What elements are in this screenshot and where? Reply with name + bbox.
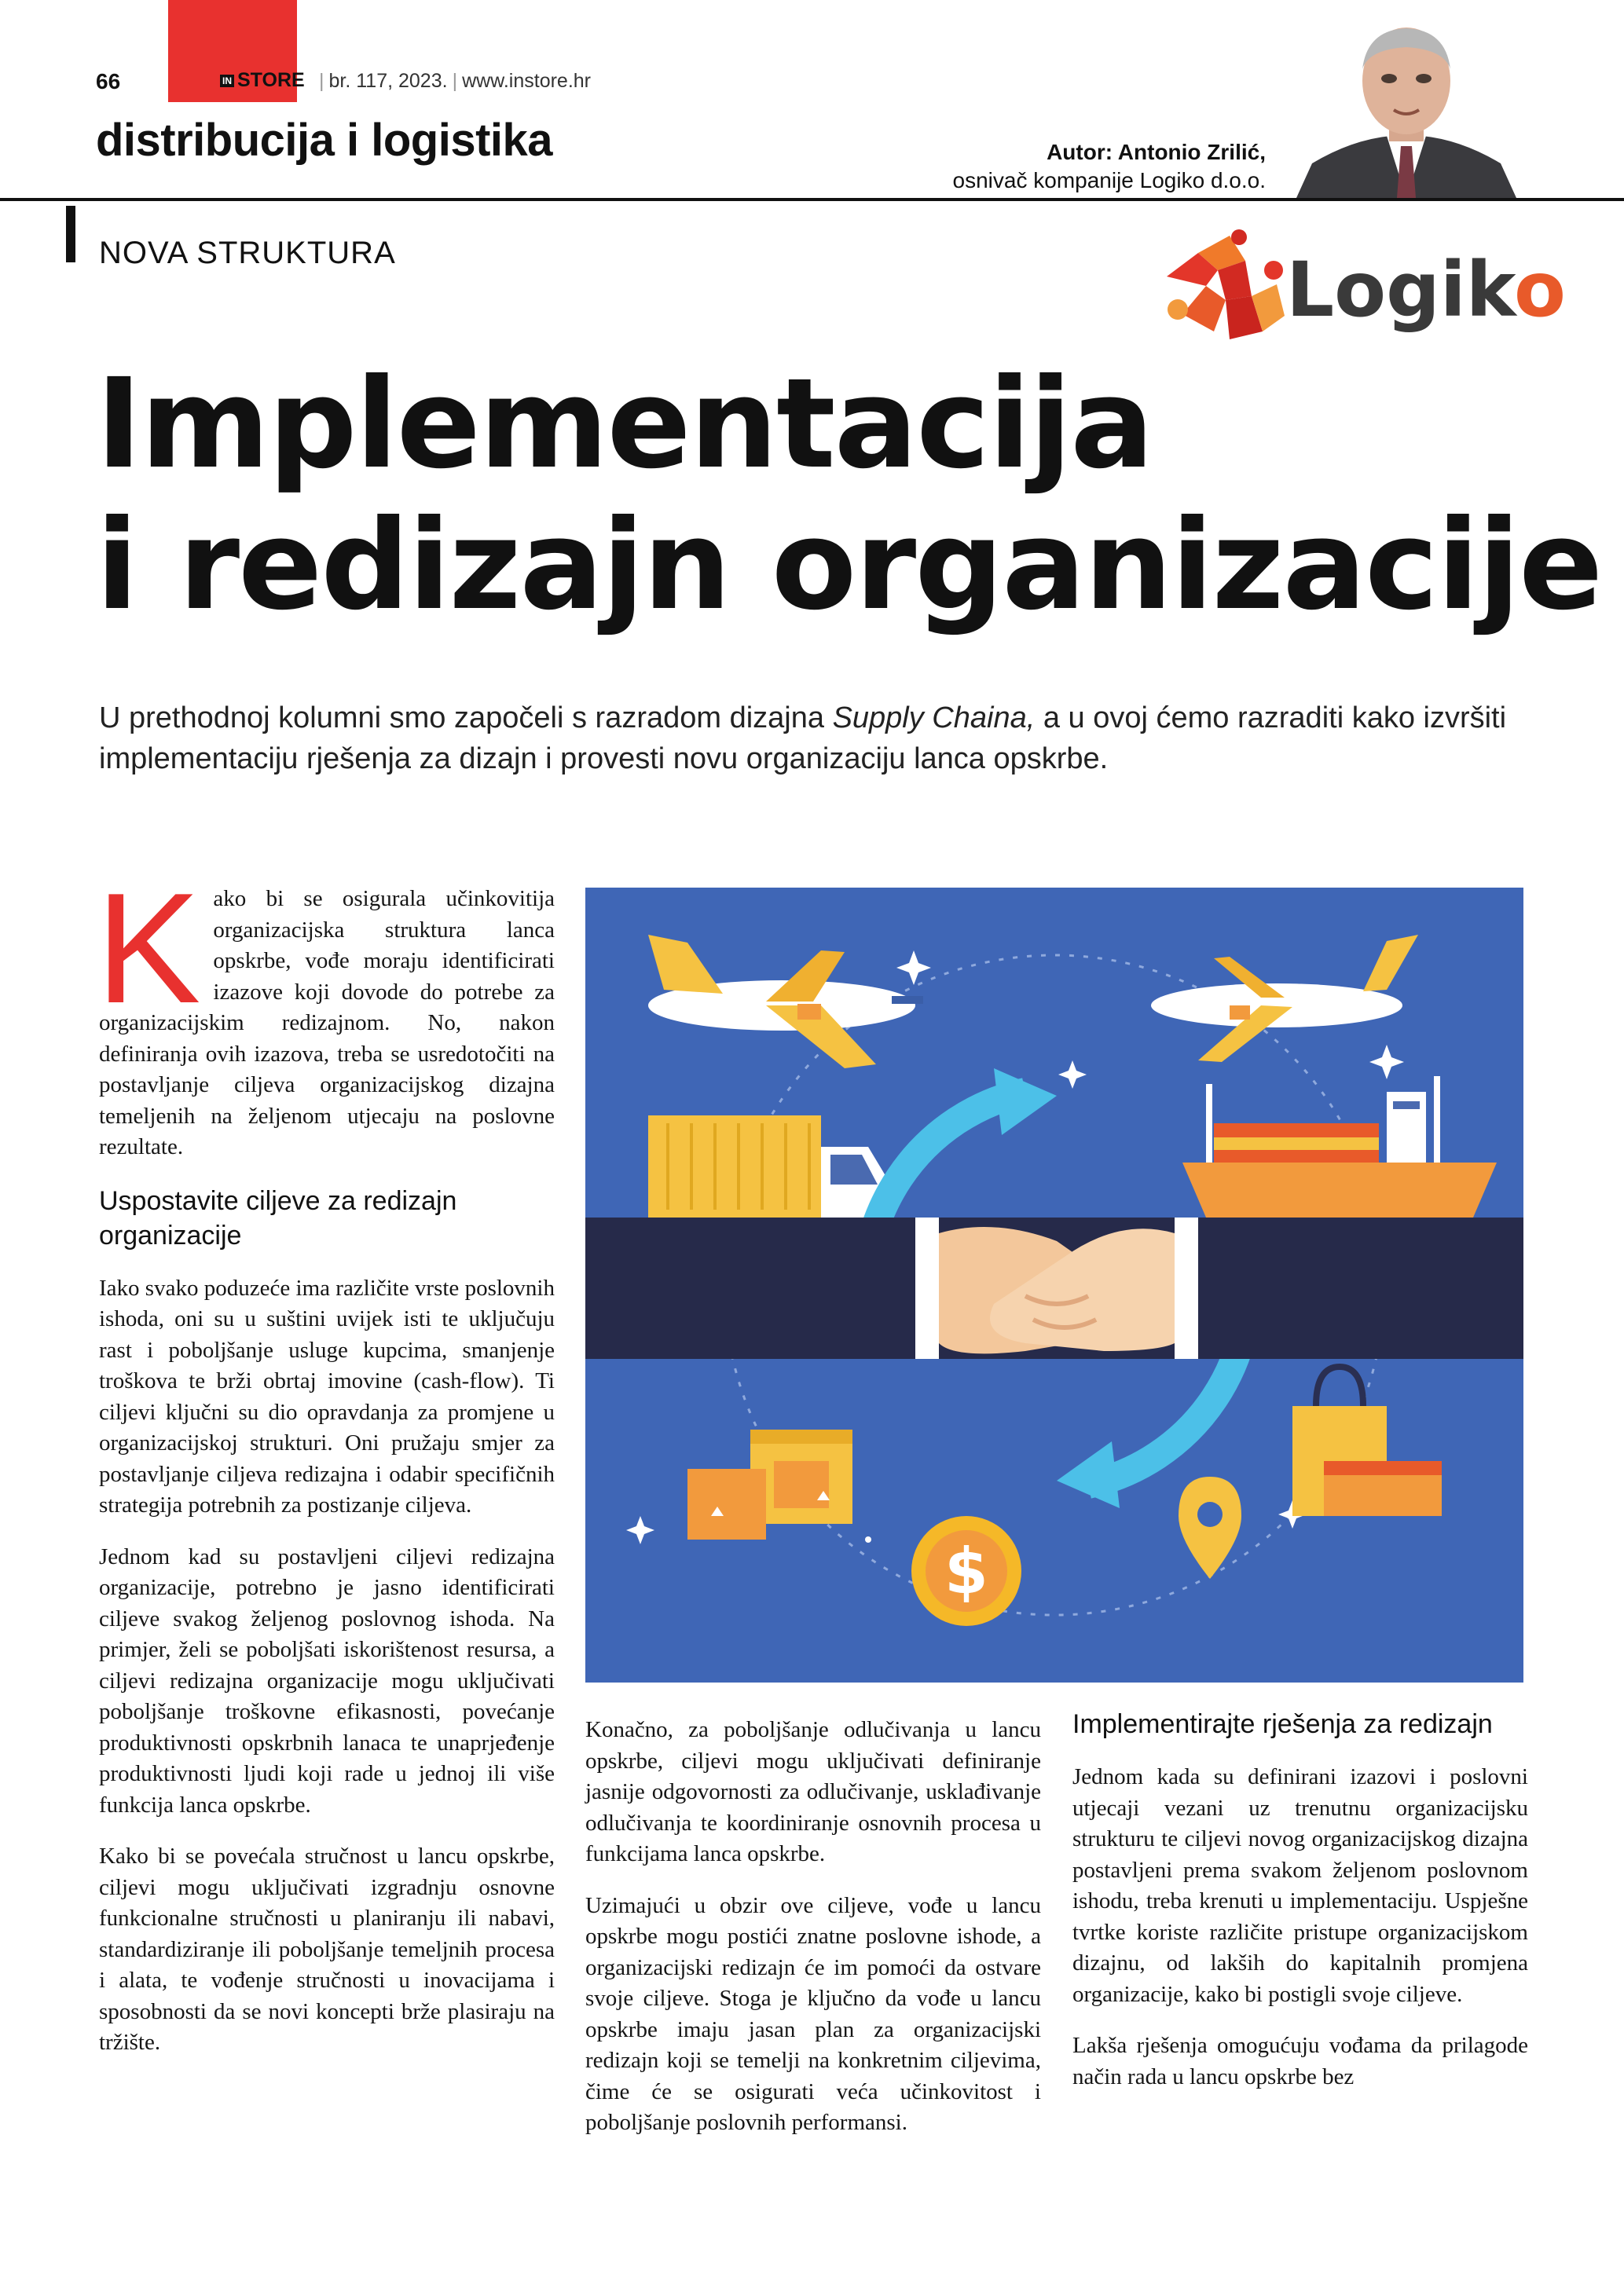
kicker-bar [66,206,75,262]
instore-logo-text: STORE [237,69,305,91]
body-paragraph: Uzimajući u obzir ove ciljeve, vođe u lancu opskrbe mogu postići znatne poslovne ishode, a organizacijski redizajn će im pomoći da ostvare svoje ciljeve. Stoga je ključno da vođe u lancu opskrbe imaju jasan plan za organizacijski redizajn koji se temelji na konkretnim ciljevima, čime će se osigurati veća učinkovitost i poboljšanje poslovnih performansi. [585,1892,1041,2135]
headline-line-1: Implementacija [96,352,1153,496]
drop-cap: K [96,861,201,1036]
issue-number: br. 117, 2023. [328,70,448,92]
author-name: Autor: Antonio Zrilić, [1047,140,1266,164]
body-paragraph: Lakša rješenja omogućuju vođama da prilagode način rada u lancu opskrbe bez [1072,2033,1528,2089]
puzzle-icon [1167,229,1285,339]
headline [96,353,1601,636]
author-photo [1289,14,1524,198]
body-paragraph: Iako svako poduzeće ima različite vrste poslovnih ishoda, oni su u suštini uvijek isti te uključuju rast i poboljšanje usluge kupcima, smanjenje troškova te brži obrtaj imovine (cash-flow). Ti ciljevi ključni su dio opravdanja za promjene u organizacijskoj strukturi. Oni pružaju smjer za postavljanje ciljeva redizajna i odabir specifičnih strategija potrebnih za postizanje ciljeva. [99,1275,555,1518]
handshake-icon [939,1227,1175,1353]
instore-logo [220,69,305,92]
headline-line-2: i redizajn organizacije [96,493,1602,638]
instore-logo-badge: IN [220,75,234,87]
dollar-coin-icon [911,1516,1021,1626]
body-paragraph: Kako bi se povećala stručnost u lancu opskrbe, ciljevi mogu uključivati izgradnju osnovne funkcionalne stručnosti u planiranju ili nabavi, standardiziranje ili poboljšanje temeljnih procesa i alata, te vođenje stručnosti u inovacijama i sposobnosti da se novi koncepti brže plasiraju na tržište. [99,1844,555,2055]
logiko-logo [1151,222,1566,355]
lead-italic: Supply Chaina, [832,701,1036,734]
kicker: NOVA STRUKTURA [99,236,396,270]
svg-text:$: $ [944,1535,988,1608]
body-column-3 [1072,1707,1528,2113]
issue-line: | br. 117, 2023. | www.instore.hr [319,70,592,92]
svg-text:Logiko [1286,246,1566,334]
page-number: 66 [96,69,121,93]
subheading: Implementirajte rješenja za redizajn [1072,1709,1493,1739]
header-divider [0,198,1624,201]
section-title: distribucija i logistika [96,115,553,166]
supply-chain-illustration [585,888,1523,1683]
body-paragraph: Jednom kad su postavljeni ciljevi redizajna organizacije, potrebno je jasno identificirati ciljeve svakog željenog poslovnog ishoda. Na primjer, želi se poboljšati iskorištenost resursa, a ciljevi redizajna organizacije mogu uključivati poboljšanje troškovne efikasnosti, povećanje produktivnosti opskrbnih lanaca te unaprjeđenje produktivnosti ljudi koji rade u jednoj ili više funkcija lanca opskrbe. [99,1543,555,1818]
body-column-2 [585,1715,1041,2159]
author-role: osnivač kompanije Logiko d.o.o. [952,168,1266,192]
subheading: Uspostavite ciljeve za redizajn organizacije [99,1185,457,1251]
body-paragraph: Konačno, za poboljšanje odlučivanja u lancu opskrbe, ciljevi mogu uključivati definiranje jasnije odgovornosti za odlučivanje, usklađivanje odlučivanja te koordiniranje osnovnih procesa u funkcijama lanca opskrbe. [585,1717,1041,1866]
body-paragraph: Jednom kada su definirani izazovi i poslovni utjecaji vezani uz trenutnu organizacijsku strukturu te ciljevi novog organizacijskog dizajna postavljeni prema svakom željenom poslovnom ishodu, treba krenuti u implementaciju. Uspješne tvrtke koriste različite pristupe organizacijskom dizajnu, od lakših do kapitalnih promjena organizacije, kako bi postigli svoje ciljeve. [1072,1764,1528,2007]
lead-paragraph: U prethodnoj kolumni smo započeli s razradom dizajna Supply Chaina, a u ovoj ćemo razraditi kako izvršiti implementaciju rješenja za dizajn i provesti novu organizaciju lanca opskrbe. [99,701,1507,775]
website-link[interactable]: www.instore.hr [462,70,592,92]
logo-text-main: Logik [1286,246,1515,334]
logo-text-accent: o [1514,246,1566,334]
body-paragraph: Kako bi se osigurala učinkovitija organizacijska struktura lanca opskrbe, vođe moraju identificirati izazove koji dovode do potrebe za organizacijskim redizajnom. No, nakon definiranja ovih izazova, treba se usredotočiti na postavljanje ciljeva organizacijskog dizajna temeljenih na željenom utjecaju na poslovne rezultate. [96,861,555,1159]
body-column-1 [96,861,555,2079]
